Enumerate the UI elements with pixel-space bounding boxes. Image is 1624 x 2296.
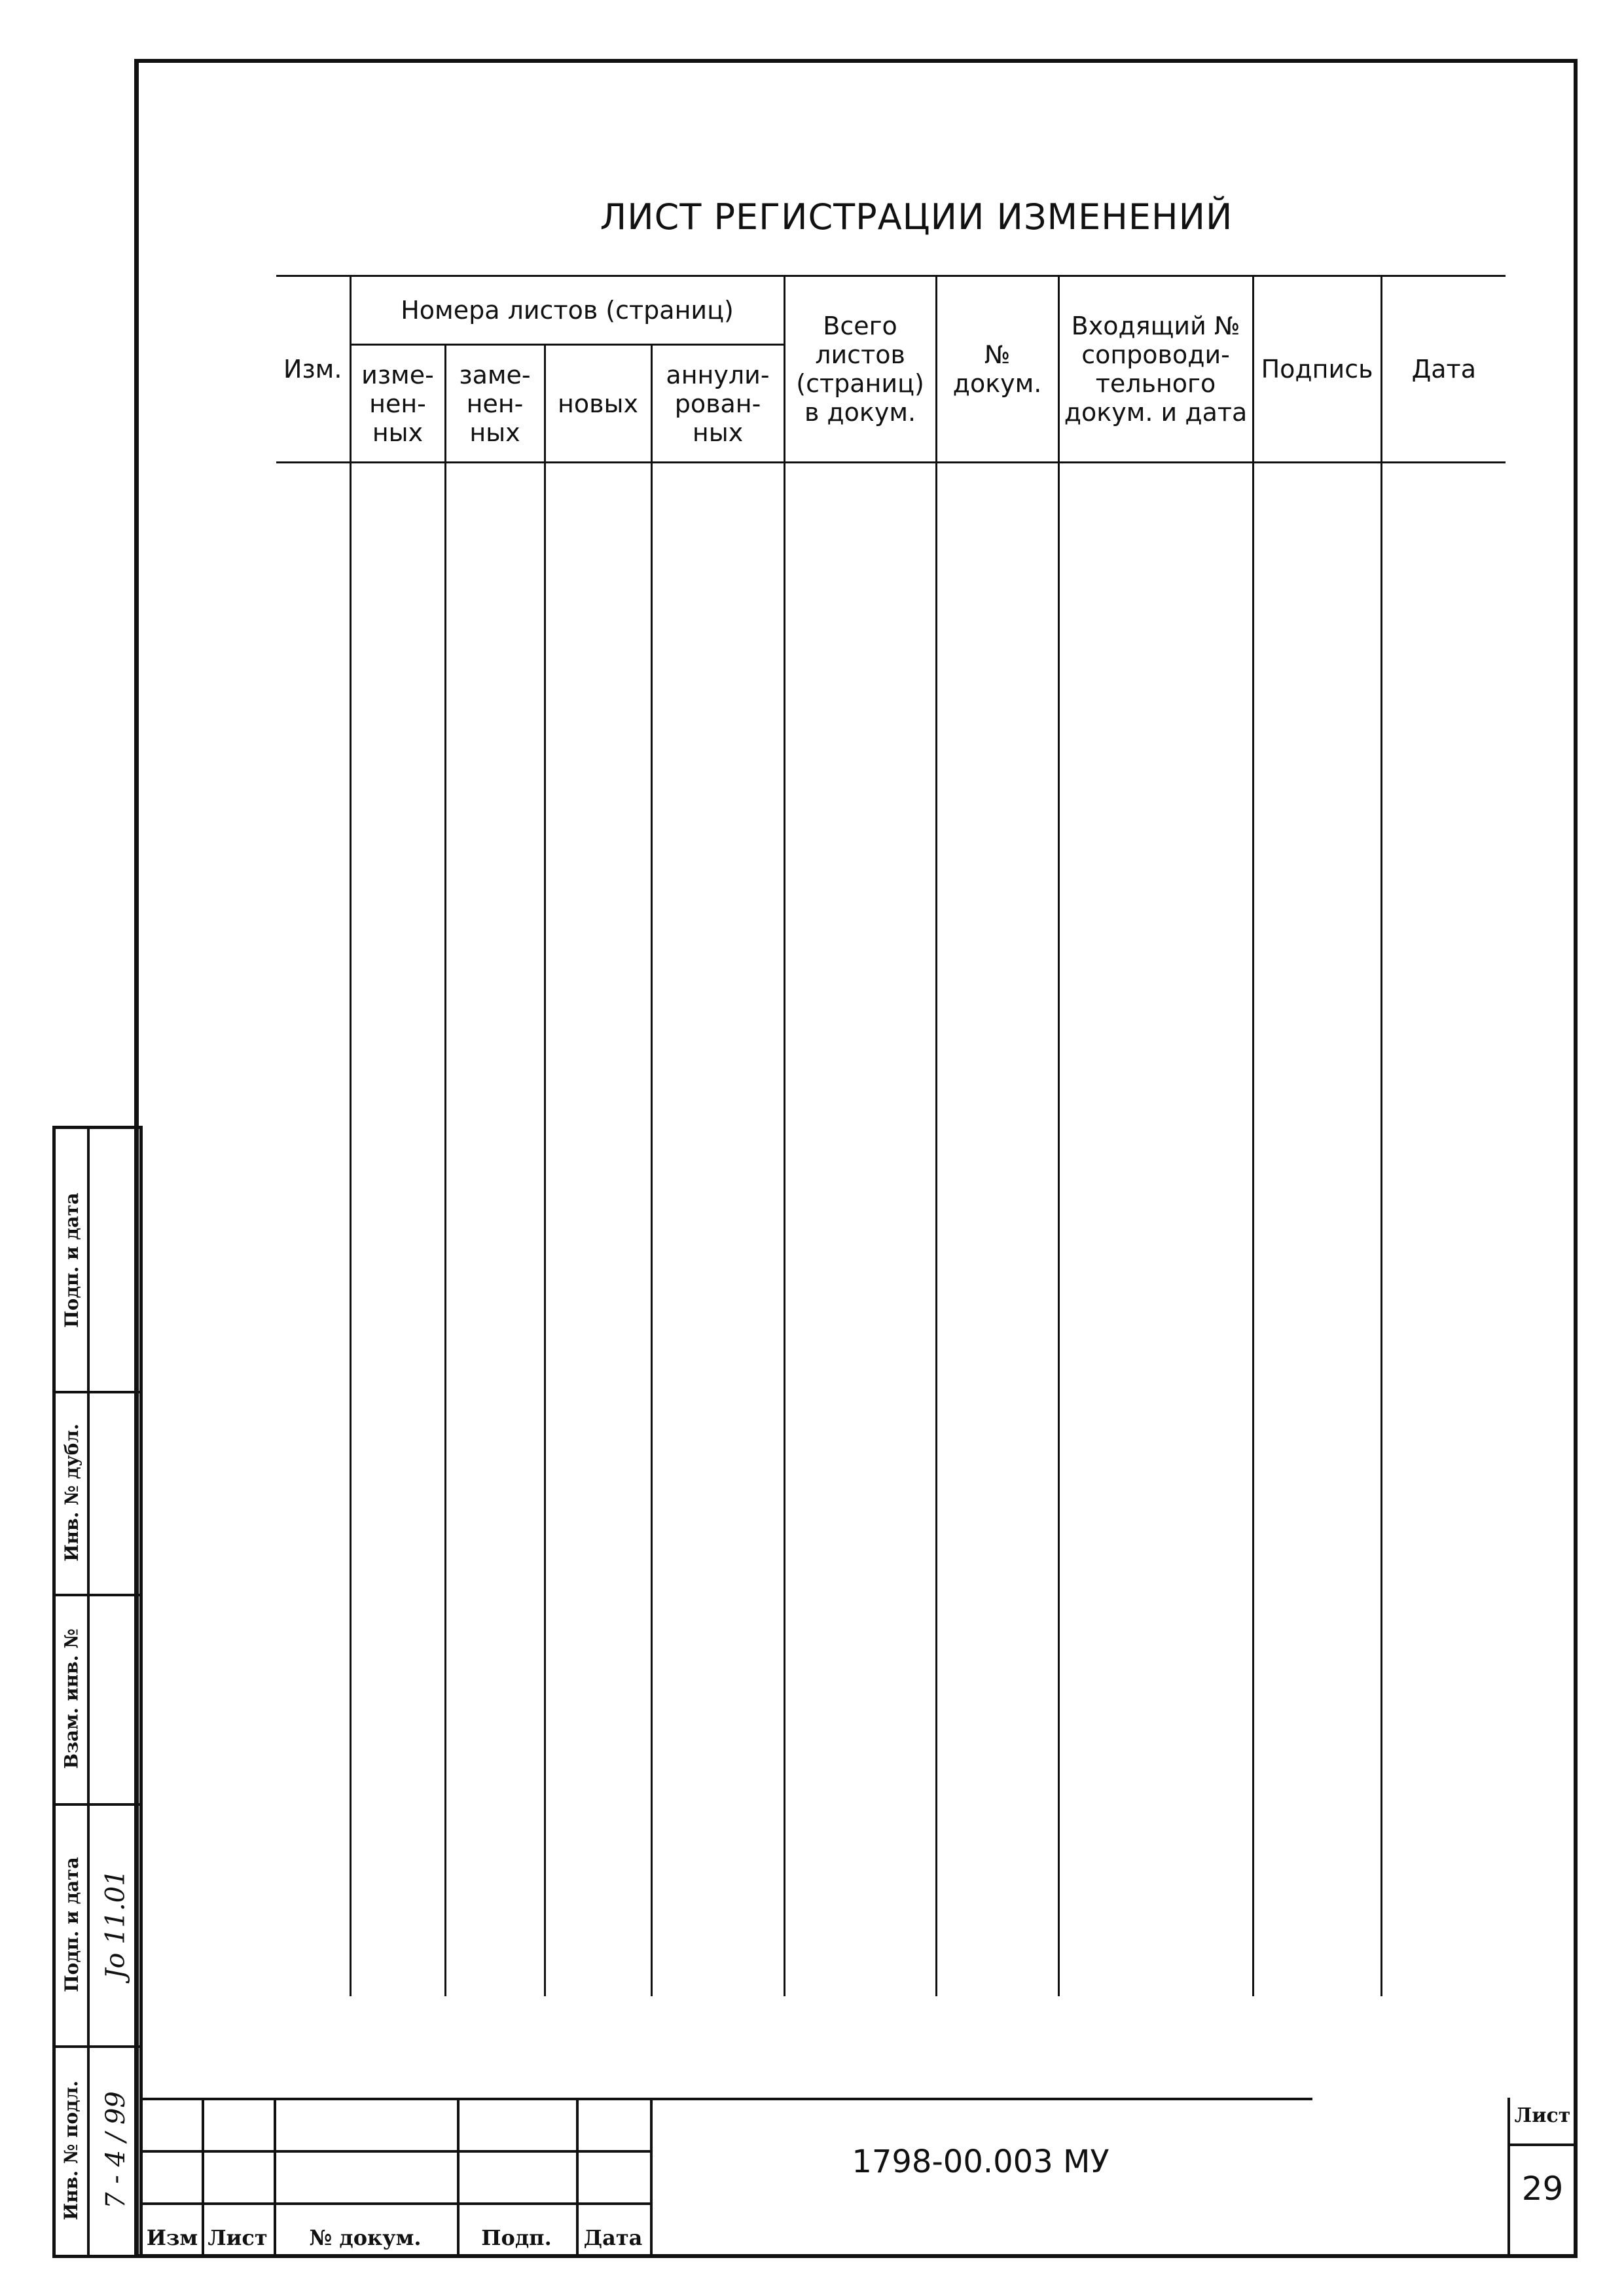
col-annulled: аннули- рован- ных — [651, 345, 784, 463]
col-doc-no: № докум. — [936, 276, 1058, 463]
document-code: 1798-00.003 МУ — [852, 2144, 1110, 2180]
tb-hline — [143, 2150, 650, 2153]
empty-cell — [784, 463, 936, 1997]
side-stamp — [52, 1126, 143, 2258]
empty-cell — [1058, 463, 1253, 1997]
empty-cell — [1253, 463, 1381, 1997]
col-date: Дата — [1381, 276, 1506, 463]
table-body-row — [276, 463, 1506, 1997]
tb-hline — [1507, 2144, 1578, 2146]
col-new: новых — [545, 345, 651, 463]
handwritten-inv-number: 7 - 4 / 99 — [101, 2091, 131, 2209]
tb-hline-top — [143, 2098, 1312, 2100]
tb-vline — [650, 2098, 653, 2258]
sheet-number: 29 — [1521, 2170, 1564, 2208]
empty-cell — [276, 463, 350, 1997]
empty-cell — [445, 463, 545, 1997]
col-izm: Изм. — [276, 276, 350, 463]
empty-cell — [651, 463, 784, 1997]
tb-hline — [143, 2202, 650, 2205]
sheet-label: Лист — [1514, 2104, 1571, 2127]
page-title: ЛИСТ РЕГИСТРАЦИИ ИЗМЕНЕНИЙ — [600, 196, 1233, 238]
side-label-sign-date: Подп. и дата — [60, 1856, 82, 1992]
empty-cell — [936, 463, 1058, 1997]
handwritten-signature: Jo 11.01 — [101, 1869, 131, 1979]
empty-cell — [350, 463, 445, 1997]
tb-label-podp: Подп. — [481, 2225, 552, 2250]
side-label-inv-dubl: Инв. № дубл. — [60, 1423, 82, 1562]
col-group-sheet-numbers: Номера листов (страниц) — [350, 276, 784, 345]
registration-table — [276, 275, 1506, 1996]
col-signature: Подпись — [1253, 276, 1381, 463]
tb-label-doc-no: № докум. — [309, 2225, 422, 2250]
side-label-vzam-inv: Взам. инв. № — [60, 1628, 82, 1769]
side-label-sign-date-top: Подп. и дата — [60, 1192, 82, 1328]
col-replaced: заме- нен- ных — [445, 345, 545, 463]
col-changed: изме- нен- ных — [350, 345, 445, 463]
tb-label-date: Дата — [583, 2225, 643, 2250]
tb-label-list: Лист — [208, 2225, 268, 2250]
title-block — [143, 2098, 1578, 2258]
empty-cell — [545, 463, 651, 1997]
side-label-inv-orig: Инв. № подл. — [60, 2080, 82, 2220]
col-total-sheets: Всего листов (страниц) в докум. — [784, 276, 936, 463]
tb-label-izm: Изм — [146, 2225, 198, 2250]
empty-cell — [1381, 463, 1506, 1997]
col-incoming-no: Входящий № сопроводи- тельного докум. и дата — [1058, 276, 1253, 463]
